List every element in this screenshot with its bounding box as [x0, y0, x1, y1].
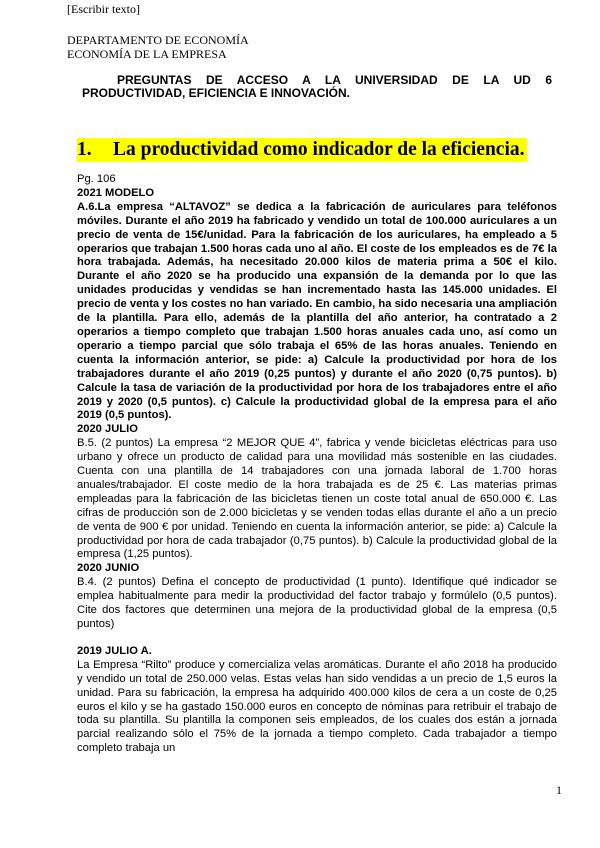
- page-title-line-1: PREGUNTAS DE ACCESO A LA UNIVERSIDAD DE LA UD 6: [117, 73, 552, 87]
- page-title-line-2: PRODUCTIVIDAD, EFICIENCIA E INNOVACIÓN.: [82, 86, 351, 100]
- subject-name: ECONOMÍA DE LA EMPRESA: [67, 47, 227, 61]
- header-placeholder: [Escribir texto]: [67, 2, 140, 16]
- section-title: La productividad como indicador de la eficiencia.: [113, 139, 525, 160]
- document-body: [77, 173, 557, 756]
- page-title: [82, 74, 552, 100]
- section-heading: [77, 138, 527, 162]
- question-heading: 2020 JULIO: [77, 423, 138, 436]
- question-heading: 2019 JULIO A.: [77, 644, 152, 657]
- department-name: DEPARTAMENTO DE ECONOMÍA: [67, 33, 249, 47]
- question-text: A.6.La empresa “ALTAVOZ” se dedica a la fabricación de auriculares para teléfonos móviles. Durante el año 2019 ha fabricado y vendido un total de 100.000 auriculares a un precio de venta de 15€/unidad. Para la fabricación de los auriculares, ha empleado a 5 operarios que trabajan 1.500 horas cada uno al año. El coste de los empleados es de 7€ la hora trabajada. Además, ha necesitado 20.000 kilos de materia prima a 50€ el kilo. Durante el año 2020 se ha producido una expansión de la demanda por lo que las unidades producidas y vendidas se han incrementado hasta las 145.000 unidades. El precio de venta y los costes no han variado. En cambio, ha sido necesaria una ampliación de la plantilla. Para ello, además de la plantilla del año anterior, ha contratado a 2 operarios a tiempo completo que trabajan 1.500 horas anuales cada uno, así como un operario a tiempo parcial que sólo trabaja el 65% de las horas anuales. Teniendo en cuenta la información anterior, se pide: a) Calcule la productividad por hora de los trabajadores durante el año 2019 (0,25 puntos) y durante el año 2020 (0,75 puntos). b) Calcule la tasa de variación de la productividad por hora de los trabajadores entre el año 2019 y 2020 (0,5 puntos). c) Calcule la productividad global de la empresa para el año 2019 (0,5 puntos).: [77, 200, 557, 422]
- question-heading: 2021 MODELO: [77, 186, 155, 199]
- page-number: 1: [556, 783, 562, 797]
- question-text: La Empresa “Rilto” produce y comercializa velas aromáticas. Durante el año 2018 ha producido y vendido un total de 250.000 velas. Estas velas han sido vendidas a un precio de 1,5 euros la unidad. Para su fabricación, la empresa ha adquirido 400.000 kilos de cera a un coste de 0,25 euros el kilo y se ha gastado 150.000 euros en concepto de nóminas para retribuir el trabajo de toda su plantilla. Su plantilla la componen seis empleados, de los cuales dos están a jornada parcial realizando sólo el 75% de la jornada a tiempo completo. Cada trabajador a tiempo completo trabaja un: [77, 658, 557, 755]
- page-reference: Pg. 106: [77, 173, 116, 185]
- question-text: B.5. (2 puntos) La empresa “2 MEJOR QUE 4”, fabrica y vende bicicletas eléctricas para uso urbano y ofrece un producto de calidad para una movilidad más sostenible en las ciudades. Cuenta con una plantilla de 14 trabajadores con una jornada laboral de 1.700 horas anuales/trabajador. El coste medio de la hora trabajada es de 25 €. Las materias primas empleadas para la fabricación de las bicicletas tienen un coste total anual de 650.000 €. Las cifras de producción son de 2.000 bicicletas y se venden todas ellas durante el año a un precio de venta de 900 € por unidad. Teniendo en cuenta la información anterior, se pide: a) Calcule la productividad por hora de cada trabajador (0,75 puntos). b) Calcule la productividad global de la empresa (1,25 puntos).: [77, 437, 557, 561]
- section-number: 1.: [77, 139, 92, 160]
- question-heading: 2020 JUNIO: [77, 562, 140, 575]
- question-text: B.4. (2 puntos) Defina el concepto de productividad (1 punto). Identifique qué indicador se emplea habitualmente para medir la productividad del factor trabajo y formúlelo (0,5 puntos). Cite dos factores que determinen una mejora de la productividad global de la empresa (0,5 puntos): [77, 576, 557, 630]
